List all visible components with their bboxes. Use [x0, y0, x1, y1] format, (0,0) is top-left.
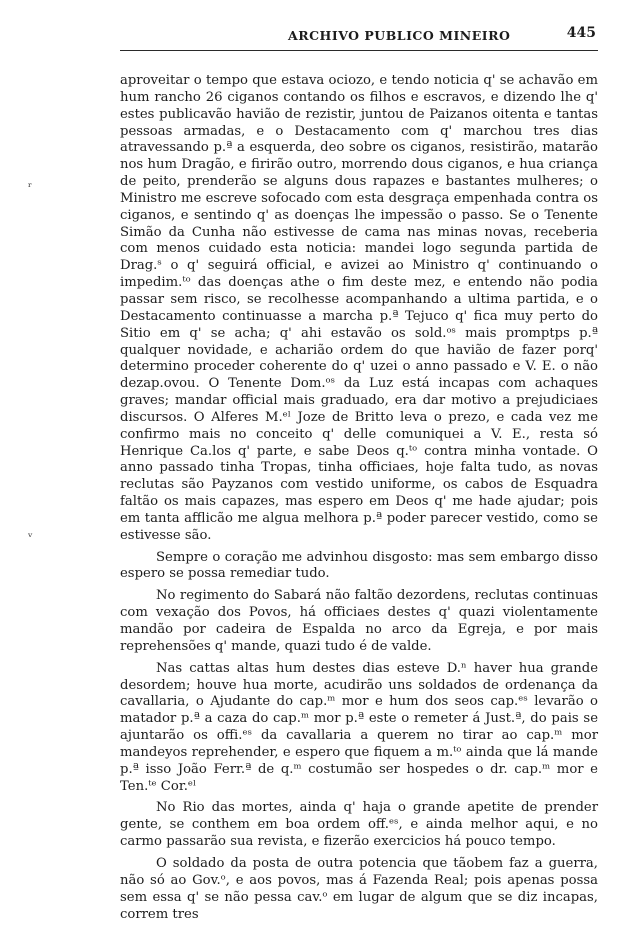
paragraph: O soldado da posta de outra potencia que tãobem faz a guerra, não só ao Gov.ᵒ, e aos povos, mas á Fazenda Real; pois apenas possa sem essa q' se não pessa cav.ᵒ em lugar de algum que se diz incapas, correm tres — [120, 855, 598, 922]
paragraph: No Rio das mortes, ainda q' haja o grande apetite de prender gente, se conthem em boa ordem off.ᵉˢ, e ainda melhor aqui, e no carmo passarão sua revista, e fizerão exercicios há pouco tempo. — [120, 800, 598, 850]
document-body — [120, 73, 598, 928]
paragraph: Sempre o coração me advinhou disgosto: mas sem embargo disso espero se possa remediar tudo. — [120, 549, 598, 582]
paragraph: aproveitar o tempo que estava ociozo, e tendo noticia q' se achavão em hum rancho 26 ciganos contando os filhos e escravos, e dizendo lhe q' estes publicavão havião de rezistir, juntou de Paizanos oitenta e tantas pessoas armadas, e o Destacamento com q' marchou tres dias atravessando p.ª a esquerda, deo sobre os ciganos, resistirão, matarão nos hum Dragão, e firirão outro, morrendo dous ciganos, e hua criança de peito, prenderão se alguns dous rapazes e bastantes mulheres; o Ministro me escreve sofocado com esta desgraça empenhada contra os ciganos, e sentindo q' as doenças lhe impessão o passo. Se o Tenente Simão da Cunha não estivesse de cama nas minas novas, receberia com menos cuidado esta noticia: mandei logo segunda partida de Drag.ˢ o q' seguirá official, e avizei ao Ministro q' continuando o impedim.ᵗᵒ das doenças athe o fim deste mez, e entendo não podia passar sem risco, se recolhesse acompanhando a ultima partida, e o Destacamento continuasse a marcha p.ª Tejuco q' fica muy perto do Sitio em q' se acha; q' ahi estavão os sold.ᵒˢ mais promptps p.ª qualquer novidade, e acharião ordem do que havião de fazer porq' determino proceder coherente do q' uzei o anno passado e V. E. o não dezap.ovou. O Tenente Dom.ᵒˢ da Luz está incapas com achaques graves; mandar official mais graduado, era dar motivo a prejudiciaes discursos. O Alferes M.ᵉˡ Joze de Britto leva o prezo, e cada vez me confirmo mais no conceito q' delle comuniquei a V. E., resta só Henrique Ca.los q' parte, e sabe Deos q.ᵗᵒ contra minha vontade. O anno passado tinha Tropas, tinha officiaes, hoje falta tudo, as novas reclutas são Payzanos com vestido uniforme, os cabos de Esquadra faltão os mais capazes, mas espero em Deos q' me hade ajudar; pois em tanta afflicão me algua melhora p.ª poder parecer vestido, como se estivesse são. — [120, 73, 598, 543]
running-head: ARCHIVO PUBLICO MINEIRO — [288, 28, 511, 43]
page-number: 445 — [566, 25, 596, 41]
margin-tick-mark: ᵛ — [28, 530, 33, 544]
margin-tick-mark: ʳ — [28, 180, 33, 194]
paragraph: Nas cattas altas hum destes dias esteve D.ⁿ haver hua grande desordem; houve hua morte, acudirão uns soldados de ordenança da cavallaria, o Ajudante do cap.ᵐ mor e hum dos seos cap.ᵉˢ levarão o matador p.ª a caza do cap.ᵐ mor p.ª este o remeter á Just.ª, do pais se ajuntarão os offi.ᵉˢ da cavallaria a querem no tirar ao cap.ᵐ mor mandeyos reprehender, e espero que fiquem a m.ᵗᵒ ainda que lá mande p.ª isso João Ferr.ª de q.ᵐ costumão ser hospedes o dr. cap.ᵐ mor e Ten.ᵗᵉ Cor.ᵉˡ — [120, 660, 598, 794]
paragraph: No regimento do Sabará não faltão dezordens, reclutas continuas com vexação dos Povos, há officiaes destes q' quazi violentamente mandão por cadeira de Espalda no arco da Egreja, e por mais reprehensões q' mande, quazi tudo é de valde. — [120, 588, 598, 654]
page-header — [120, 24, 598, 51]
